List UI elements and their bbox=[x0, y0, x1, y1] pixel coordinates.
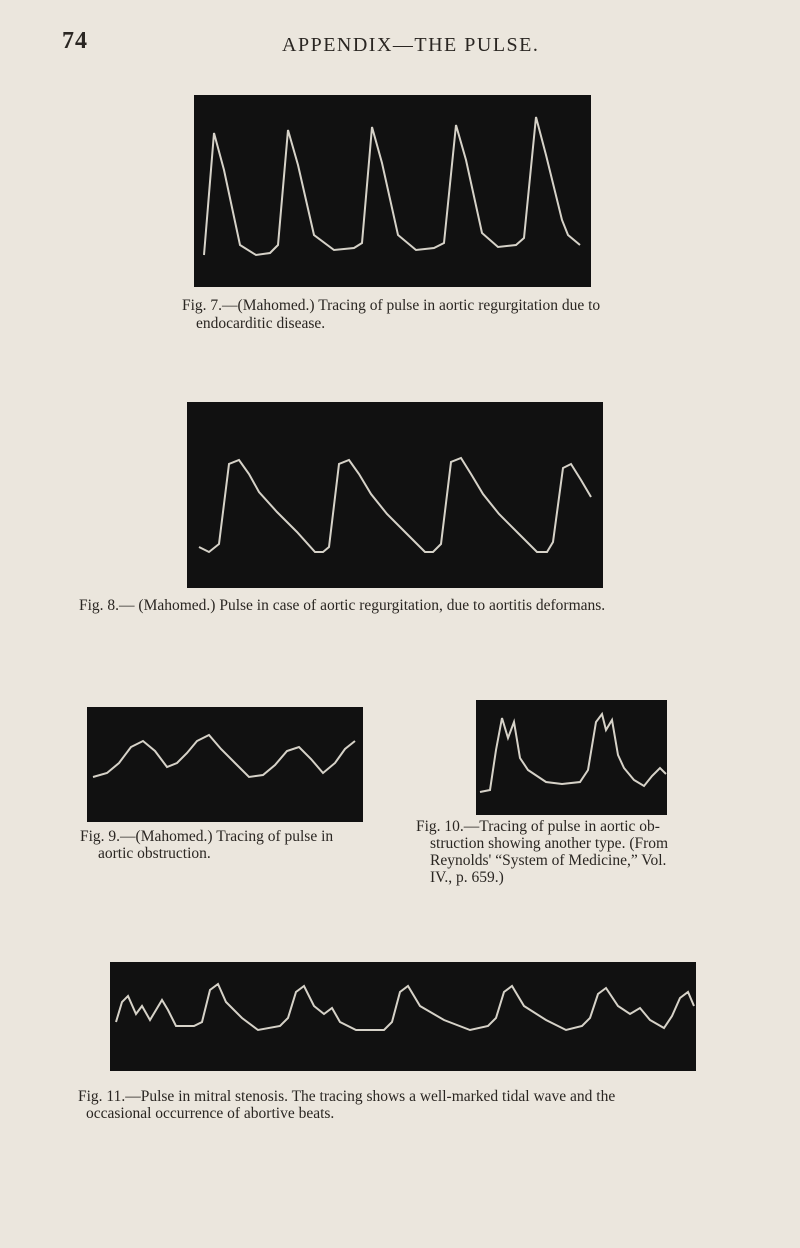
fig11-caption-line-1: Fig. 11.—Pulse in mitral stenosis. The tracing shows a well-marked tidal wave and the bbox=[78, 1088, 616, 1105]
fig7-caption-line-1: Fig. 7.—(Mahomed.) Tracing of pulse in aortic regurgitation due to bbox=[182, 297, 601, 314]
fig7-caption-line-2: endocarditic disease. bbox=[196, 315, 326, 332]
running-head: APPENDIX—THE PULSE. bbox=[282, 34, 540, 56]
fig10-caption-line-3: Reynolds' “System of Medicine,” Vol. bbox=[430, 852, 667, 869]
fig7-tracing bbox=[194, 95, 591, 287]
fig10-tracing bbox=[476, 700, 667, 815]
fig9-tracing bbox=[87, 707, 363, 822]
fig11-caption bbox=[78, 1088, 768, 1122]
fig8-caption: Fig. 8.— (Mahomed.) Pulse in case of aortic regurgitation, due to aortitis deformans. bbox=[79, 597, 606, 614]
fig10-caption bbox=[404, 818, 704, 886]
fig9-caption bbox=[80, 828, 398, 862]
fig9-caption-line-2: aortic obstruction. bbox=[98, 845, 211, 862]
fig10-caption-line-1: Fig. 10.—Tracing of pulse in aortic ob- bbox=[416, 818, 660, 835]
fig11-caption-line-2: occasional occurrence of abortive beats. bbox=[86, 1105, 335, 1122]
fig9-pulse-line bbox=[93, 735, 355, 777]
fig11-tracing bbox=[110, 962, 696, 1071]
fig10-caption-line-2: struction showing another type. (From bbox=[430, 835, 669, 852]
fig10-caption-line-4: IV., p. 659.) bbox=[430, 869, 504, 886]
fig11-pulse-line bbox=[116, 984, 694, 1030]
fig10-pulse-line bbox=[480, 714, 666, 792]
fig7-pulse-line bbox=[204, 117, 580, 255]
fig9-caption-line-1: Fig. 9.—(Mahomed.) Tracing of pulse in bbox=[80, 828, 334, 845]
fig8-pulse-line bbox=[199, 458, 591, 552]
fig8-tracing bbox=[187, 402, 603, 588]
page-number: 74 bbox=[62, 28, 88, 54]
